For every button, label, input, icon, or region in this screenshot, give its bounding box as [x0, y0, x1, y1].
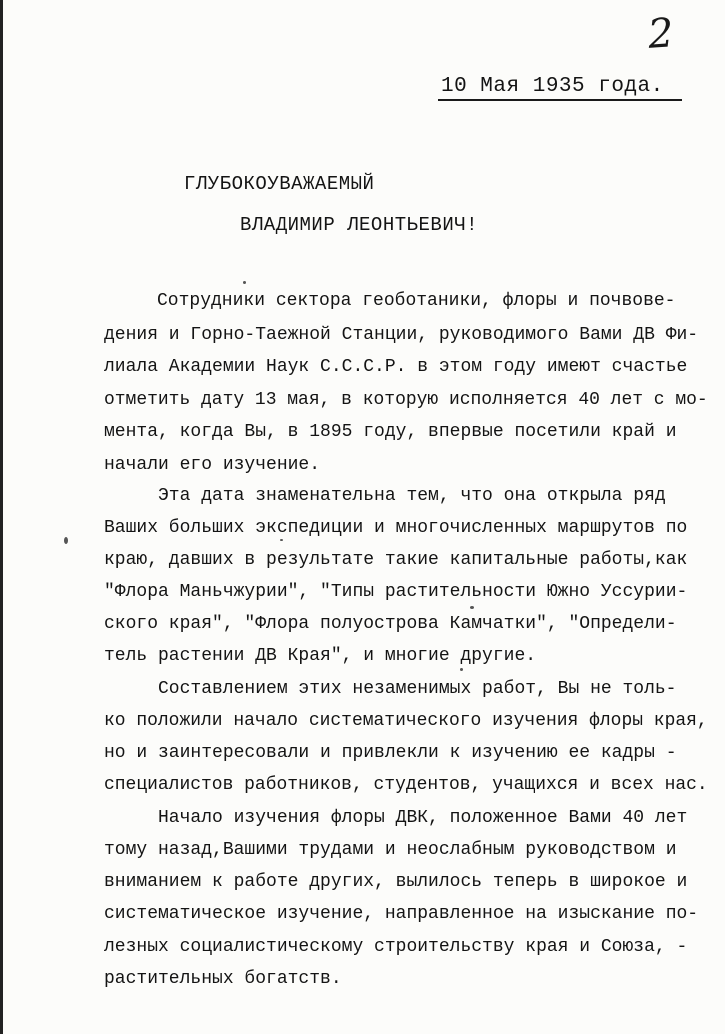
body-line-5: мента, когда Вы, в 1895 году, впервые посетили край и — [104, 422, 677, 442]
salutation-line-1: ГЛУБОКОУВАЖАЕМЫЙ — [184, 173, 375, 195]
body-line-6: начали его изучение. — [104, 455, 321, 475]
body-line-12: тель растении ДВ Края", и многие другие. — [104, 646, 537, 666]
ink-speck — [64, 537, 68, 544]
body-line-15: но и заинтересовали и привлекли к изучению ее кадры - — [104, 743, 677, 763]
body-line-20: систематическое изучение, направленное на изыскание по- — [104, 904, 699, 924]
handwritten-page-number: 2 — [646, 10, 676, 58]
body-line-19: вниманием к работе других, вылилось теперь в широкое и — [104, 872, 688, 892]
body-line-21: лезных социалистическому строительству края и Союза, - — [104, 937, 688, 957]
body-line-17: Начало изучения флоры ДВК, положенное Вами 40 лет — [158, 808, 688, 828]
body-line-10: "Флора Маньчжурии", "Типы растительности Южно Уссурии- — [104, 582, 688, 602]
ink-speck — [280, 539, 283, 541]
body-line-7: Эта дата знаменательна тем, что она открыла ряд — [158, 486, 666, 506]
body-line-9: краю, давших в результате такие капитальные работы,как — [104, 550, 688, 570]
body-line-3: лиала Академии Наук С.С.С.Р. в этом году имеют счастье — [104, 357, 688, 377]
body-line-1: Сотрудники сектора геоботаники, флоры и почвове- — [157, 291, 676, 311]
body-line-14: ко положили начало систематического изучения флоры края, — [104, 711, 708, 731]
body-line-11: ского края", "Флора полуострова Камчатки", "Определи- — [104, 614, 677, 634]
body-line-22: растительных богатств. — [104, 969, 342, 989]
body-line-13: Составлением этих незаменимых работ, Вы не толь- — [158, 679, 677, 699]
body-line-8: Ваших больших экспедиции и многочисленных маршрутов по — [104, 518, 688, 538]
ink-speck — [470, 606, 474, 609]
body-line-18: тому назад,Вашими трудами и неослабным руководством и — [104, 840, 677, 860]
ink-speck — [460, 668, 463, 671]
scan-edge — [0, 0, 3, 1034]
ink-speck — [243, 281, 246, 284]
letter-date: 10 Мая 1935 года. — [441, 75, 664, 98]
body-line-2: дения и Горно-Таежной Станции, руководимого Вами ДВ Фи- — [104, 325, 699, 345]
body-line-16: специалистов работников, студентов, учащихся и всех нас. — [104, 775, 708, 795]
body-line-4: отметить дату 13 мая, в которую исполняется 40 лет с мо- — [104, 390, 708, 410]
salutation-line-2: ВЛАДИМИР ЛЕОНТЬЕВИЧ! — [240, 214, 479, 236]
date-underline — [438, 99, 682, 101]
